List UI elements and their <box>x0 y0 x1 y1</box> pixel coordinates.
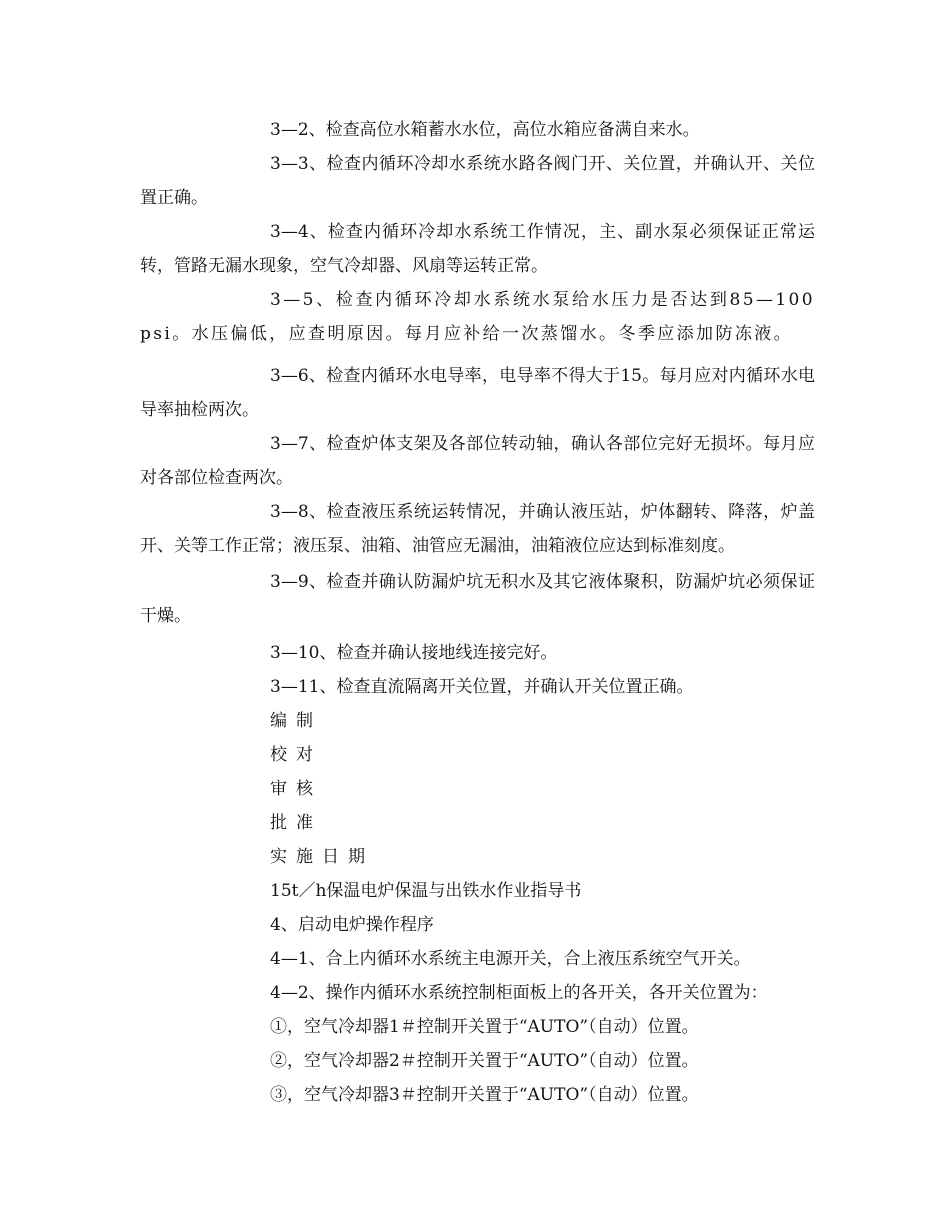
signature-proofread: 校对 <box>270 745 322 765</box>
switch-item-2: ②，空气冷却器2＃控制开关置于“AUTO”（自动）位置。 <box>270 1051 699 1071</box>
paragraph-3-5: 3—5、检查内循环冷却水系统水泵给水压力是否达到85—100psi。水压偏低，应查明原因。每月应补给一次蒸馏水。冬季应添加防冻液。 <box>140 290 815 344</box>
step-4-1: 4—1、合上内循环水系统主电源开关，合上液压系统空气开关。 <box>270 949 751 969</box>
paragraph-3-11: 3—11、检查直流隔离开关位置，并确认开关位置正确。 <box>270 677 694 697</box>
paragraph-3-2: 3—2、检查高位水箱蓄水水位，高位水箱应备满自来水。 <box>270 120 700 140</box>
paragraph-3-3: 3—3、检查内循环冷却水系统水路各阀门开、关位置，并确认开、关位置正确。 <box>140 154 815 208</box>
paragraph-3-6: 3—6、检查内循环水电导率，电导率不得大于15。每月应对内循环水电导率抽检两次。 <box>140 366 815 420</box>
signature-compile: 编制 <box>270 711 322 731</box>
section-heading: 4、启动电炉操作程序 <box>270 915 434 935</box>
signature-approve: 批准 <box>270 813 322 833</box>
step-4-2: 4—2、操作内循环水系统控制柜面板上的各开关，各开关位置为： <box>270 983 768 1003</box>
signature-effective-date: 实施日期 <box>270 847 374 867</box>
paragraph-3-9: 3—9、检查并确认防漏炉坑无积水及其它液体聚积，防漏炉坑必须保证干燥。 <box>140 572 815 626</box>
paragraph-3-4: 3—4、检查内循环冷却水系统工作情况，主、副水泵必须保证正常运转，管路无漏水现象，空气冷却器、风扇等运转正常。 <box>140 222 815 276</box>
paragraph-3-10: 3—10、检查并确认接地线连接完好。 <box>270 643 558 663</box>
paragraph-3-7: 3—7、检查炉体支架及各部位转动轴，确认各部位完好无损坏。每月应对各部位检查两次。 <box>140 434 815 488</box>
switch-item-3: ③，空气冷却器3＃控制开关置于“AUTO”（自动）位置。 <box>270 1085 699 1105</box>
paragraph-3-8: 3—8、检查液压系统运转情况，并确认液压站，炉体翻转、降落，炉盖开、关等工作正常；液压泵、油箱、油管应无漏油，油箱液位应达到标准刻度。 <box>140 502 815 556</box>
switch-item-1: ①，空气冷却器1＃控制开关置于“AUTO”（自动）位置。 <box>270 1017 699 1037</box>
signature-review: 审核 <box>270 779 322 799</box>
document-title: 15t／h保温电炉保温与出铁水作业指导书 <box>270 881 582 901</box>
